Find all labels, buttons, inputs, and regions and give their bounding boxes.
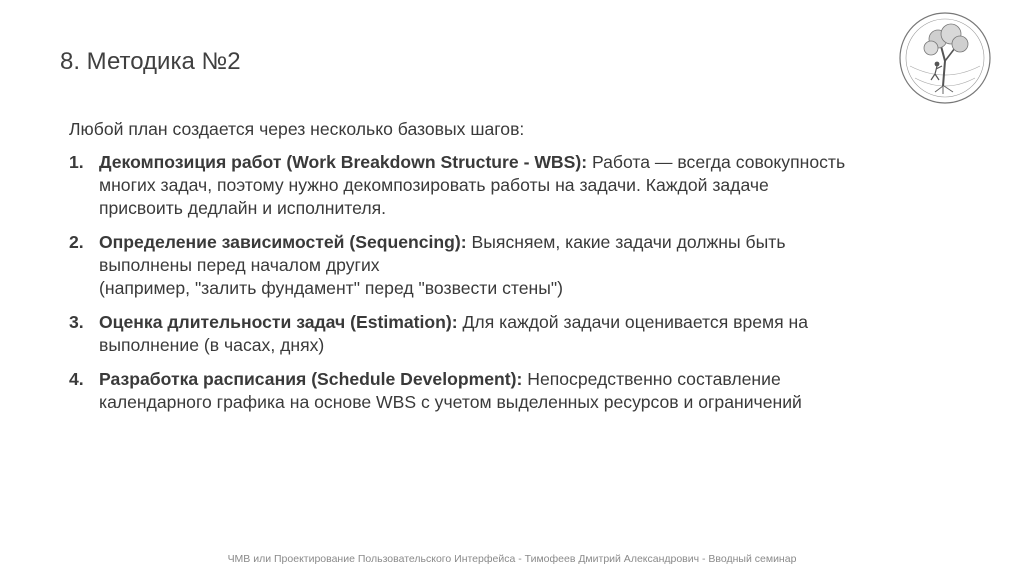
step-text: многих задач, поэтому нужно декомпозировать работы на задачи. Каждой задаче (99, 175, 769, 195)
list-item (69, 311, 949, 357)
step-number: 4. (69, 369, 84, 389)
tree-emblem-icon (893, 6, 997, 110)
list-item (69, 231, 949, 300)
step-text: присвоить дедлайн и исполнителя. (99, 198, 387, 218)
steps-list (69, 151, 949, 414)
step-text: выполнение (в часах, днях) (99, 335, 325, 355)
step-heading: Определение зависимостей (Sequencing): (99, 232, 467, 252)
step-number: 1. (69, 152, 84, 172)
step-text: календарного графика на основе WBS с учетом выделенных ресурсов и ограничений (99, 392, 802, 412)
slide-footer: ЧМВ или Проектирование Пользовательского Интерфейса - Тимофеев Дмитрий Александрович - Вводный семинар (227, 553, 797, 565)
step-heading: Декомпозиция работ (Work Breakdown Structure - WBS): (99, 152, 588, 172)
step-heading: Разработка расписания (Schedule Development): (99, 369, 523, 389)
slide-content (69, 118, 949, 425)
step-text: выполнены перед началом других (99, 255, 380, 275)
list-item (69, 368, 949, 414)
step-number: 2. (69, 232, 84, 252)
step-heading: Оценка длительности задач (Estimation): (99, 312, 458, 332)
intro-text: Любой план создается через несколько базовых шагов: (69, 119, 525, 139)
step-text: Непосредственно составление (522, 369, 781, 389)
slide-title: 8. Методика №2 (60, 48, 241, 75)
step-text: Работа — всегда совокупность (587, 152, 846, 172)
step-text: Для каждой задачи оценивается время на (457, 312, 809, 332)
step-text: (например, "залить фундамент" перед "возвести стены") (99, 278, 563, 298)
list-item (69, 151, 949, 220)
step-text: Выясняем, какие задачи должны быть (466, 232, 786, 252)
step-number: 3. (69, 312, 84, 332)
